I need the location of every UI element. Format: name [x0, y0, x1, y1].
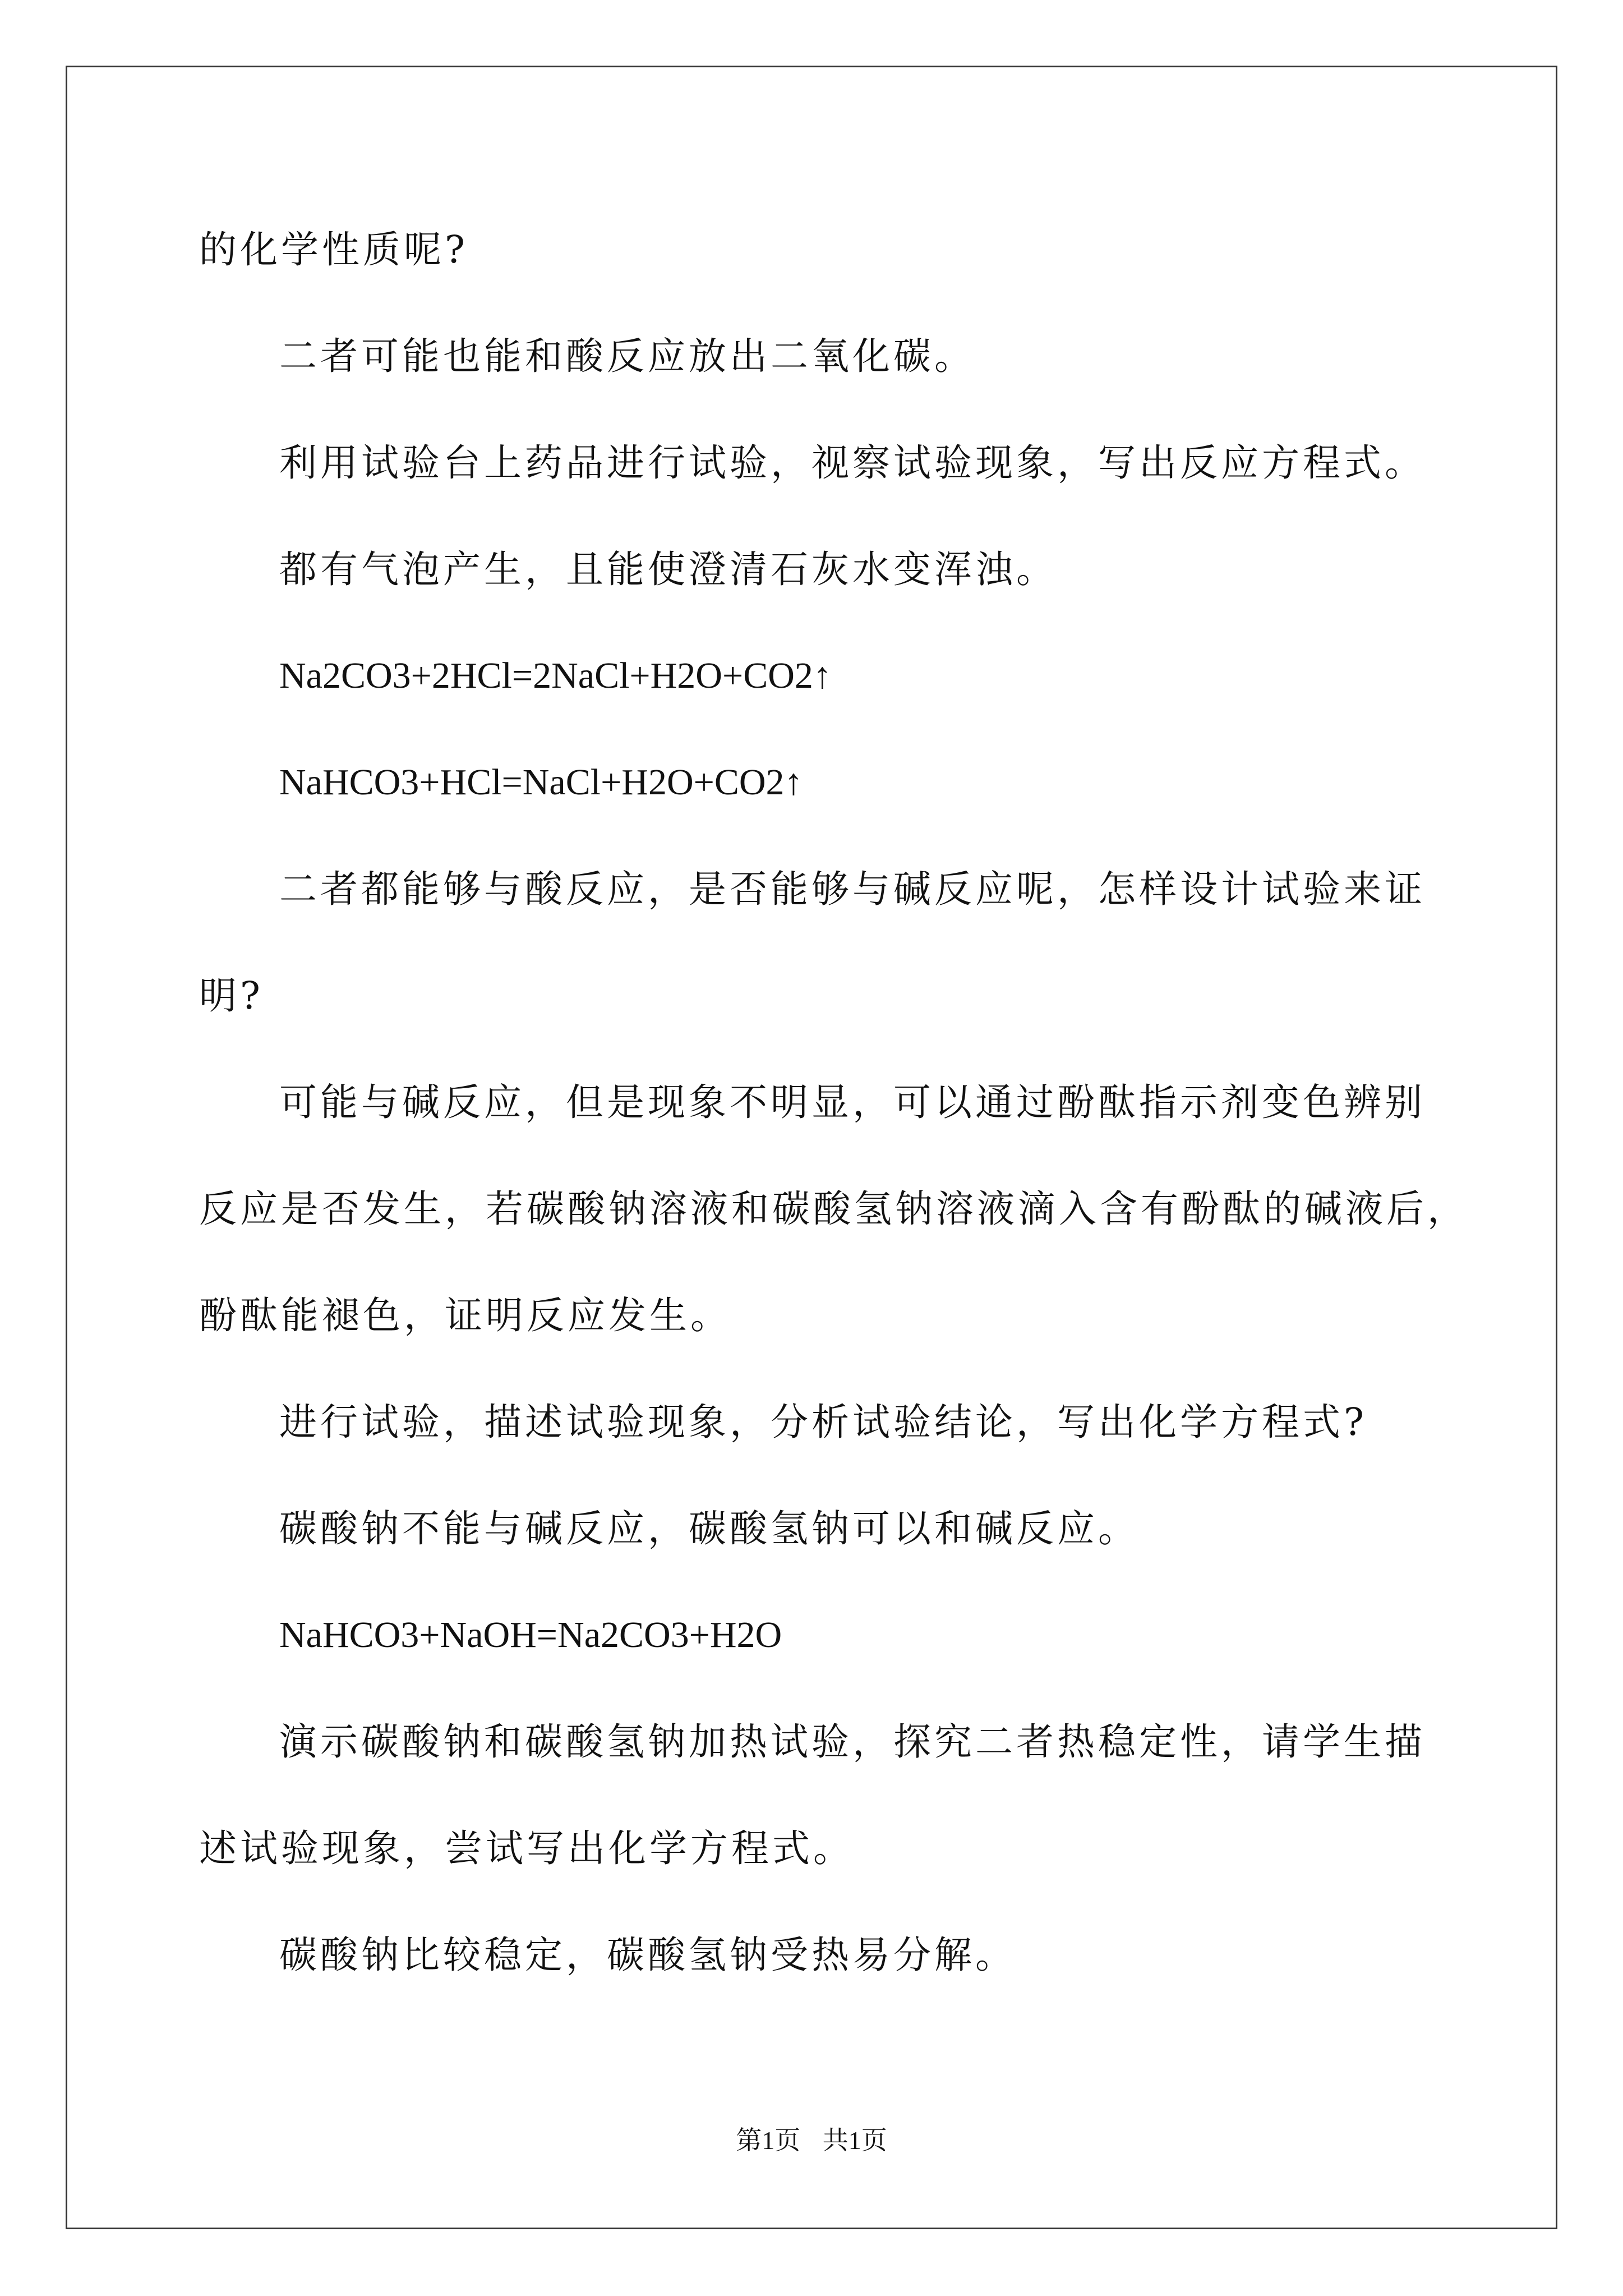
chemical-equation: NaHCO3+HCl=NaCl+H2O+CO2↑: [279, 762, 803, 803]
paragraph-line: 述试验现象，尝试写出化学方程式。: [199, 1826, 854, 1870]
paragraph-line: 酚酞能褪色，证明反应发生。: [199, 1294, 731, 1337]
paragraph-line: 进行试验，描述试验现象，分析试验结论，写出化学方程式?: [279, 1400, 1367, 1444]
paragraph-line: 明?: [199, 974, 264, 1018]
paragraph-line: 可能与碱反应，但是现象不明显，可以通过酚酞指示剂变色辨别: [279, 1080, 1426, 1124]
chemical-equation: NaHCO3+NaOH=Na2CO3+H2O: [279, 1614, 782, 1655]
page-footer: [0, 2125, 1623, 2156]
page-number: 第1页: [736, 2126, 801, 2155]
paragraph-line: 二者可能也能和酸反应放出二氧化碳。: [279, 334, 975, 378]
paragraph-line: 的化学性质呢?: [199, 228, 468, 272]
paragraph-line: 碳酸钠不能与碱反应，碳酸氢钠可以和碱反应。: [279, 1507, 1139, 1550]
page-border: [66, 66, 1557, 2229]
total-pages: 共1页: [822, 2126, 887, 2155]
paragraph-line: 碳酸钠比较稳定，碳酸氢钠受热易分解。: [279, 1933, 1016, 1977]
paragraph-line: 二者都能够与酸反应，是否能够与碱反应呢，怎样设计试验来证: [279, 867, 1426, 911]
paragraph-line: 利用试验台上药品进行试验，视察试验现象，写出反应方程式。: [279, 441, 1426, 485]
paragraph-line: 演示碳酸钠和碳酸氢钠加热试验，探究二者热稳定性，请学生描: [279, 1720, 1426, 1764]
chemical-equation: Na2CO3+2HCl=2NaCl+H2O+CO2↑: [279, 655, 832, 696]
paragraph-line: 反应是否发生，若碳酸钠溶液和碳酸氢钠溶液滴入含有酚酞的碱液后，: [199, 1187, 1468, 1231]
paragraph-line: 都有气泡产生，且能使澄清石灰水变浑浊。: [279, 547, 1057, 591]
